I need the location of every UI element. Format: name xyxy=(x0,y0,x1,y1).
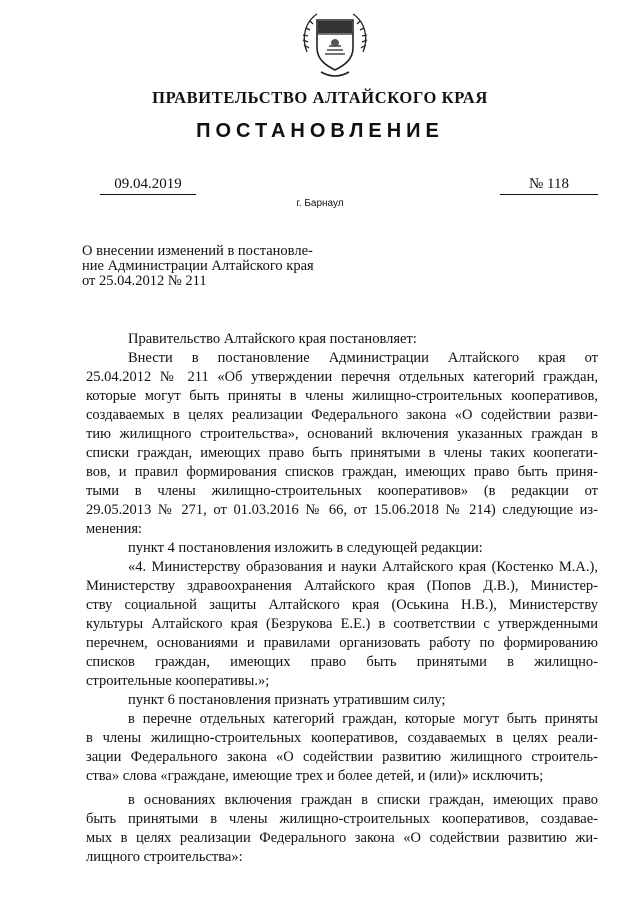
body-line: в члены жилищно-строительных кооперативов, создаваемых в целях реали- xyxy=(86,730,598,746)
document-type: ПОСТАНОВЛЕНИЕ xyxy=(196,120,444,142)
body-line: зации Федерального закона «О содействии развитию жилищного строитель- xyxy=(86,749,598,765)
body-line: «4. Министерству образования и науки Алтайского края (Костенко М.А.), xyxy=(128,559,598,575)
body-line: менения: xyxy=(86,521,143,537)
body-line: тыми в члены жилищно-строительных кооперативов» (в редакции от xyxy=(86,483,598,499)
body-line: списки граждан, имеющих право быть принятыми в члены таких коопerати- xyxy=(86,445,598,461)
subject-line: от 25.04.2012 № 211 xyxy=(82,273,207,289)
body-line: Правительство Алтайского края постановляет: xyxy=(128,331,417,347)
document-date: 09.04.2019 xyxy=(100,176,196,195)
body-line: создаваемых в целях реализации Федерального закона «О содействии разви- xyxy=(86,407,598,423)
document-body xyxy=(86,330,598,867)
body-line: пункт 4 постановления изложить в следующей редакции: xyxy=(128,540,483,556)
body-line: вов, и правил формирования списков граждан, имеющих право быть приня- xyxy=(86,464,598,480)
body-line: в перечне отдельных категорий граждан, которые могут быть приняты xyxy=(128,711,598,727)
body-line: мых в целях реализации Федерального закона «О содействии развитию жи- xyxy=(86,830,598,846)
body-line: Министерству здравоохранения Алтайского края (Попов Д.В.), Министер- xyxy=(86,578,598,594)
body-line: быть принятыми в члены жилищно-строительных кооперативов, создавае- xyxy=(86,811,598,827)
body-line: строительные кооперативы.»; xyxy=(86,673,270,689)
coat-of-arms-icon xyxy=(297,8,373,80)
document-number: № 118 xyxy=(500,176,598,195)
document-city: г. Барнаул xyxy=(296,198,344,209)
subject-line: О внесении изменений в постановле- xyxy=(82,243,313,259)
body-line: лищного строительства»: xyxy=(86,849,243,865)
subject-line: ние Администрации Алтайского края xyxy=(82,258,314,274)
body-line: тию жилищного строительства», оснований включения указанных граждан в xyxy=(86,426,598,442)
body-line: ству социальной защиты Алтайского края (Оськина Н.В.), Министерству xyxy=(86,597,598,613)
body-line: пункт 6 постановления признать утратившим силу; xyxy=(128,692,446,708)
body-line: в основаниях включения граждан в списки граждан, имеющих право xyxy=(128,792,598,808)
document-subject xyxy=(82,244,382,289)
body-line: которые могут быть приняты в члены жилищно-строительных кооперативов, xyxy=(86,388,598,404)
body-line: культуры Алтайского края (Безрукова Е.Е.) в соответствии с утвержденными xyxy=(86,616,598,632)
body-line: Внести в постановление Администрации Алтайского края от xyxy=(128,350,598,366)
government-title: ПРАВИТЕЛЬСТВО АЛТАЙСКОГО КРАЯ xyxy=(152,88,488,107)
body-line: ства» слова «граждане, имеющие трех и более детей, и (или)» исключить; xyxy=(86,768,544,784)
body-line: 29.05.2013 № 271, от 01.03.2016 № 66, от 15.06.2018 № 214) следующие из- xyxy=(86,502,598,518)
body-line: списков граждан, имеющих право быть принятыми в жилищно- xyxy=(86,654,598,670)
body-line: перечнем, основаниями и правилами организовать работу по формированию xyxy=(86,635,598,651)
body-line: 25.04.2012 № 211 «Об утверждении перечня отдельных категорий граждан, xyxy=(86,369,598,385)
